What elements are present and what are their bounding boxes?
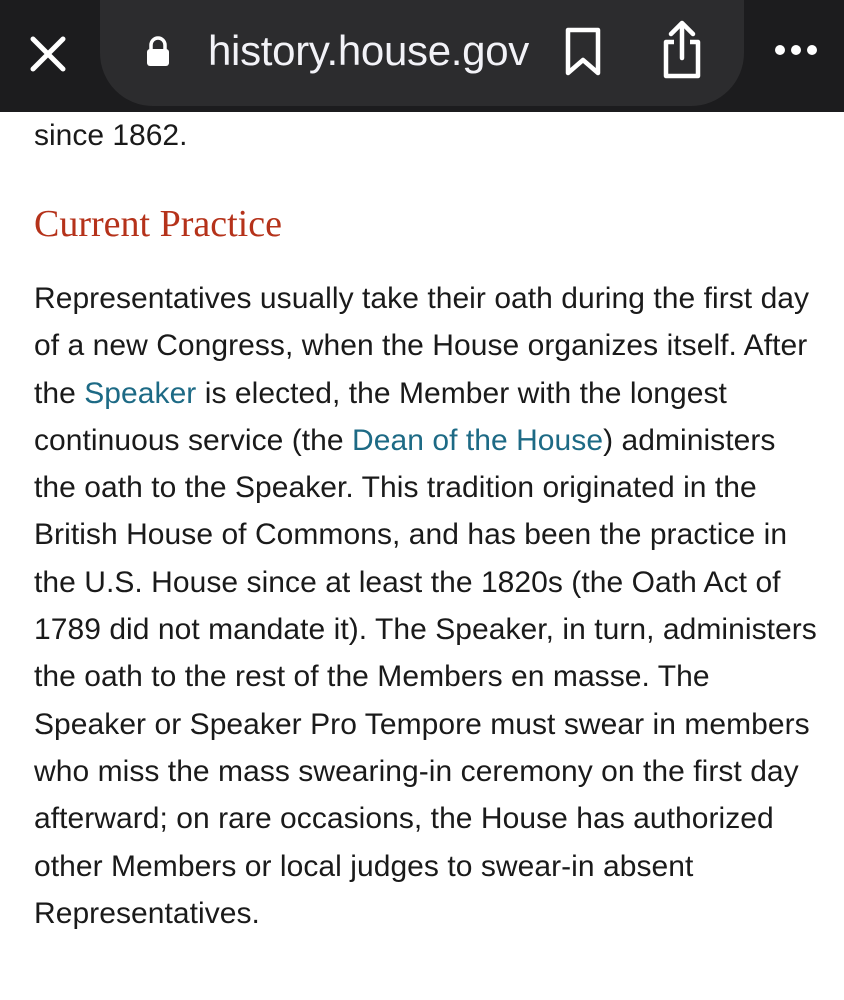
article-content bbox=[34, 112, 824, 937]
paragraph-text: is elected, the Member with the longest continuous service (the bbox=[34, 376, 727, 457]
url-text[interactable]: history.house.gov bbox=[208, 27, 529, 74]
more-icon bbox=[774, 44, 818, 56]
more-button[interactable] bbox=[768, 30, 824, 70]
bookmark-icon bbox=[564, 27, 602, 77]
paragraph-text: ) administers the oath to the Speaker. This tradition originated in the British House of Commons, and has been the practice in the U.S. House since at least the 1820s (the Oath Act of 1789 did not mandate it). The Speaker, in turn, administers the oath to the rest of the Members en masse. The Speaker or Speaker Pro Tempore must swear in members who miss the mass swearing-in ceremony on the first day afterward; on rare occasions, the House has authorized other Members or local judges to swear-in absent Representatives. bbox=[34, 423, 817, 930]
lock-icon bbox=[144, 36, 172, 68]
bookmark-button[interactable] bbox=[558, 22, 608, 82]
close-button[interactable] bbox=[22, 28, 74, 80]
share-icon bbox=[658, 20, 706, 80]
share-button[interactable] bbox=[654, 18, 710, 82]
close-icon bbox=[28, 34, 68, 74]
dean-of-the-house-link[interactable]: Dean of the House bbox=[352, 423, 604, 457]
section-heading: Current Practice bbox=[34, 203, 282, 245]
body-paragraph bbox=[34, 275, 824, 937]
previous-paragraph-tail: since 1862. bbox=[34, 119, 188, 152]
paragraph-text: Representatives usually take their oath during the first day of a new Congress, when the House organizes itself. After the bbox=[34, 282, 810, 410]
speaker-link[interactable]: Speaker bbox=[84, 376, 197, 410]
browser-toolbar bbox=[0, 0, 844, 112]
